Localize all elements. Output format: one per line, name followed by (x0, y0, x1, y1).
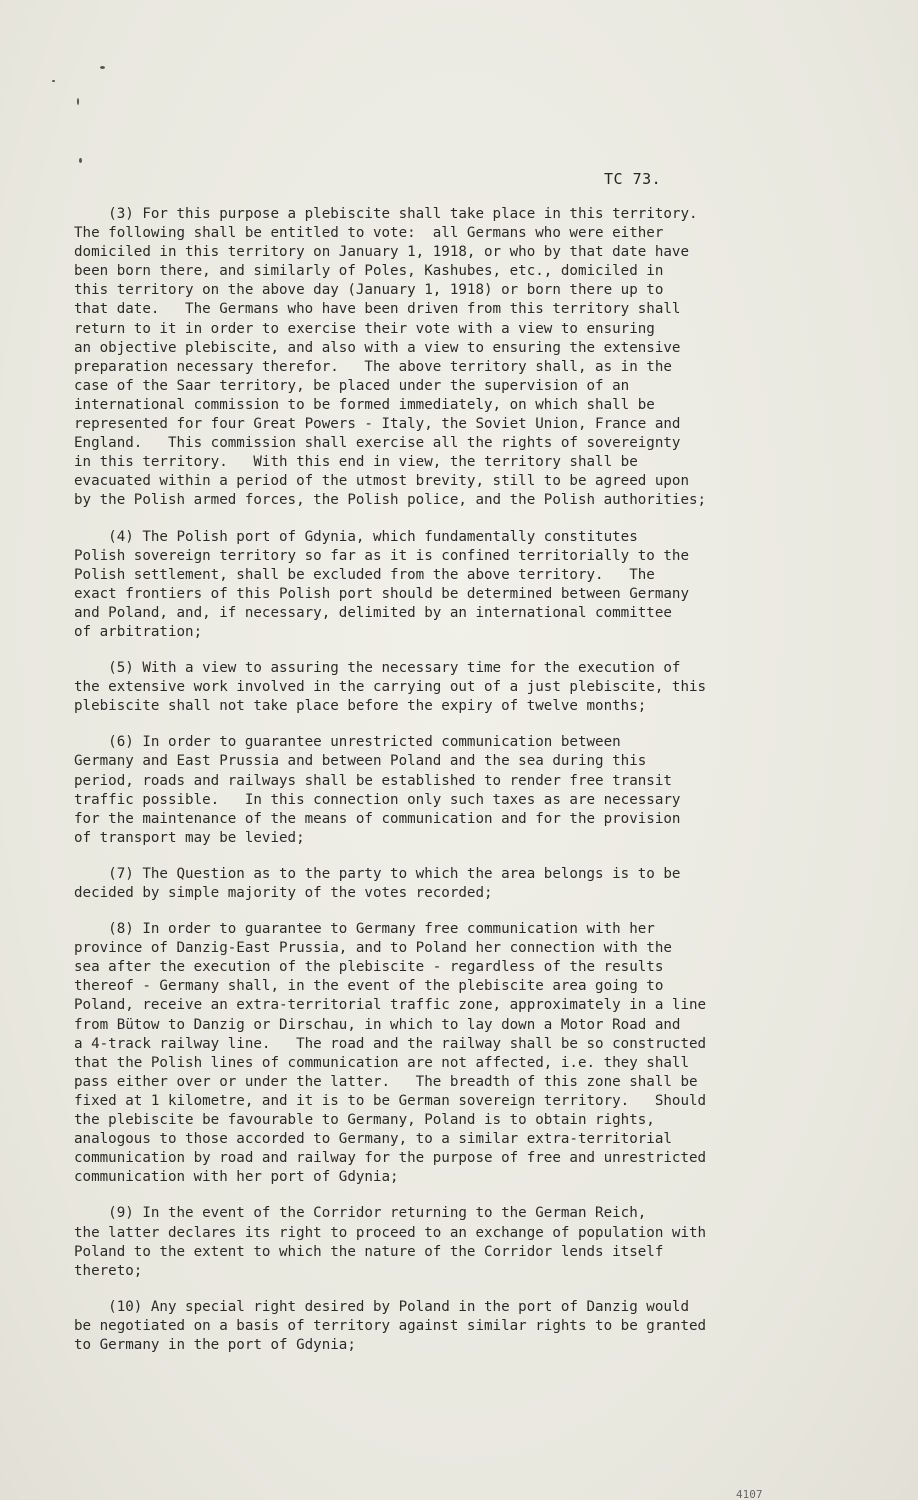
text-line: Polish sovereign territory so far as it is confined territorially to the (74, 547, 689, 564)
text-line: (8) In order to guarantee to Germany free communication with her (74, 921, 655, 938)
text-line: domiciled in this territory on January 1, 1918, or who by that date have (74, 244, 689, 261)
text-line: period, roads and railways shall be established to render free transit (74, 772, 672, 789)
text-line: the plebiscite be favourable to Germany, Poland is to obtain rights, (74, 1112, 655, 1129)
text-line: province of Danzig-East Prussia, and to Poland her connection with the (74, 940, 672, 957)
text-line: a 4-track railway line. The road and the railway shall be so constructed (74, 1035, 707, 1052)
scan-speck (77, 98, 79, 105)
text-line: preparation necessary therefor. The above territory shall, as in the (74, 358, 672, 375)
text-line: from Bütow to Danzig or Dirschau, in which to lay down a Motor Road and (74, 1016, 681, 1033)
text-line: Poland, receive an extra-territorial traffic zone, approximately in a line (74, 997, 707, 1014)
document-reference: TC 73. (604, 170, 662, 188)
text-line: return to it in order to exercise their vote with a view to ensuring (74, 320, 655, 337)
text-line: (6) In order to guarantee unrestricted communication between (74, 734, 621, 751)
text-line: communication with her port of Gdynia; (74, 1169, 399, 1186)
paragraph (74, 733, 798, 848)
text-line: (4) The Polish port of Gdynia, which fundamentally constitutes (74, 528, 638, 545)
text-line: represented for four Great Powers - Italy, the Soviet Union, France and (74, 416, 681, 433)
text-line: Germany and East Prussia and between Poland and the sea during this (74, 753, 647, 770)
text-line: analogous to those accorded to Germany, to a similar extra-territorial (74, 1131, 672, 1148)
text-line: to Germany in the port of Gdynia; (74, 1336, 356, 1353)
text-line: (3) For this purpose a plebiscite shall take place in this territory. (74, 206, 698, 222)
paragraph (74, 659, 798, 716)
text-line: this territory on the above day (January 1, 1918) or born there up to (74, 282, 664, 299)
text-line: the latter declares its right to proceed to an exchange of population with (74, 1224, 707, 1241)
paragraph (74, 920, 798, 1187)
text-line: of transport may be levied; (74, 829, 305, 846)
text-line: that the Polish lines of communication are not affected, i.e. they shall (74, 1054, 689, 1071)
text-line: the extensive work involved in the carrying out of a just plebiscite, this (74, 679, 707, 696)
text-line: pass either over or under the latter. The breadth of this zone shall be (74, 1073, 698, 1090)
text-line: thereof - Germany shall, in the event of the plebiscite area going to (74, 978, 664, 995)
text-line: and Poland, and, if necessary, delimited by an international committee (74, 604, 672, 621)
text-line: England. This commission shall exercise all the rights of sovereignty (74, 435, 681, 452)
scan-speck (100, 66, 105, 69)
text-line: The following shall be entitled to vote: all Germans who were either (74, 225, 664, 242)
scan-speck (52, 80, 55, 82)
text-line: (5) With a view to assuring the necessary time for the execution of (74, 660, 681, 677)
text-line: decided by simple majority of the votes recorded; (74, 885, 493, 901)
paragraph (74, 1204, 798, 1280)
text-line: international commission to be formed immediately, on which shall be (74, 396, 655, 413)
paragraph (74, 205, 798, 511)
paragraph (74, 865, 798, 903)
paragraph (74, 528, 798, 643)
text-line: communication by road and railway for the purpose of free and unrestricted (74, 1150, 707, 1167)
text-line: Polish settlement, shall be excluded from the above territory. The (74, 566, 655, 583)
text-line: fixed at 1 kilometre, and it is to be German sovereign territory. Should (74, 1092, 707, 1109)
text-line: an objective plebiscite, and also with a view to ensuring the extensive (74, 339, 681, 356)
text-line: Poland to the extent to which the nature of the Corridor lends itself (74, 1243, 664, 1260)
text-line: exact frontiers of this Polish port should be determined between Germany (74, 585, 689, 602)
text-line: sea after the execution of the plebiscite - regardless of the results (74, 959, 664, 976)
text-line: by the Polish armed forces, the Polish police, and the Polish authorities; (74, 492, 707, 509)
text-line: traffic possible. In this connection only such taxes as are necessary (74, 791, 681, 808)
text-line: thereto; (74, 1262, 143, 1279)
text-line: (9) In the event of the Corridor returning to the German Reich, (74, 1205, 647, 1222)
text-line: evacuated within a period of the utmost brevity, still to be agreed upon (74, 473, 689, 490)
text-line: that date. The Germans who have been driven from this territory shall (74, 301, 681, 318)
text-line: plebiscite shall not take place before the expiry of twelve months; (74, 698, 647, 715)
text-line: for the maintenance of the means of communication and for the provision (74, 810, 681, 827)
paragraph (74, 1298, 798, 1355)
document-body (74, 205, 798, 1372)
text-line: been born there, and similarly of Poles, Kashubes, etc., domiciled in (74, 263, 664, 280)
text-line: of arbitration; (74, 623, 203, 640)
text-line: be negotiated on a basis of territory against similar rights to be granted (74, 1317, 707, 1334)
text-line: in this territory. With this end in view, the territory shall be (74, 454, 638, 471)
scan-speck (79, 158, 82, 163)
text-line: (10) Any special right desired by Poland in the port of Danzig would (74, 1298, 689, 1315)
text-line: case of the Saar territory, be placed under the supervision of an (74, 377, 630, 394)
text-line: (7) The Question as to the party to which the area belongs is to be (74, 865, 681, 882)
footer-number: 4107 (736, 1488, 763, 1500)
